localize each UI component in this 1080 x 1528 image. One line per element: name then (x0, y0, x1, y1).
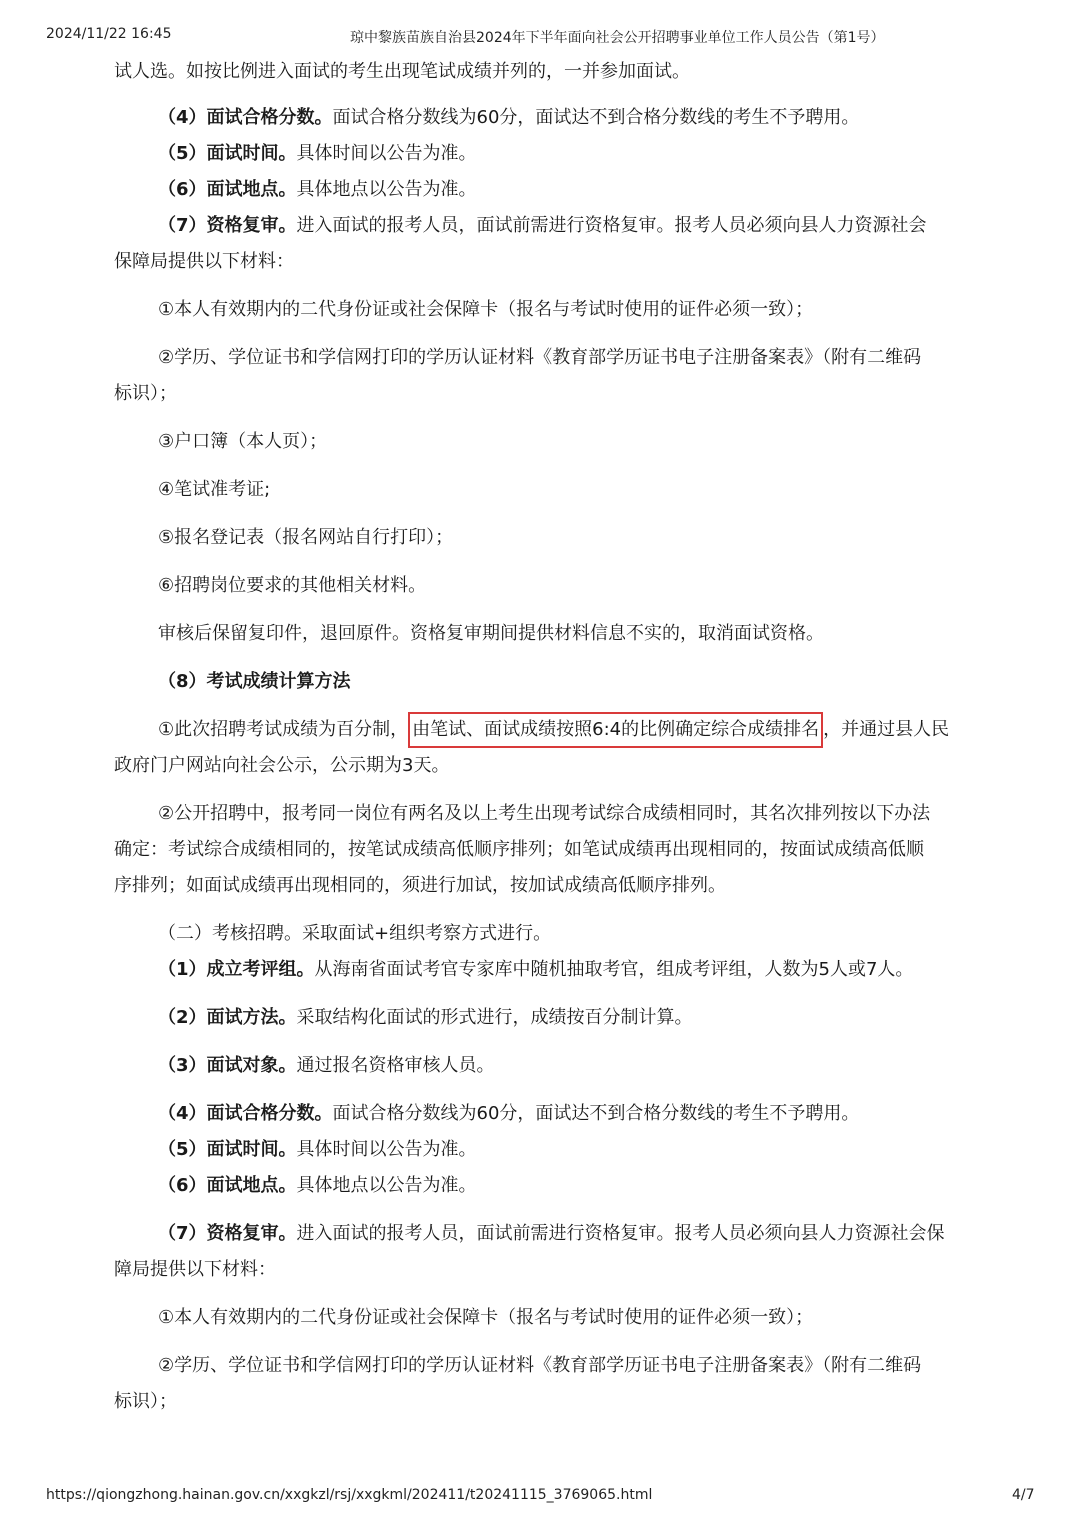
highlight-box: 由笔试、面试成绩按照6:4的比例确定综合成绩排名 (408, 712, 823, 748)
s1-item-7-cont: 保障局提供以下材料： (114, 251, 294, 272)
s2-item-2-head: （2）面试方法。 (158, 1007, 297, 1028)
s2-material-1: ①本人有效期内的二代身份证或社会保障卡（报名与考试时使用的证件必须一致）； (158, 1307, 814, 1328)
s1-item-5-text: 具体时间以公告为准。 (296, 143, 477, 164)
source-url: https://qiongzhong.hainan.gov.cn/xxgkzl/rsj/xxgkml/202411/t20241115_3769065.html (46, 1487, 653, 1503)
s2-item-6-text: 具体地点以公告为准。 (296, 1175, 477, 1196)
s2-item-4-head: （4）面试合格分数。 (158, 1103, 333, 1124)
s1-item-6 (114, 172, 954, 208)
s2-item-5-head: （5）面试时间。 (158, 1139, 297, 1160)
paragraph-continued: 试人选。如按比例进入面试的考生出现笔试成绩并列的，一并参加面试。 (114, 61, 690, 82)
s2-item-7-cont: 障局提供以下材料： (114, 1259, 276, 1280)
s1-material-2: ②学历、学位证书和学信网打印的学历认证材料《教育部学历证书电子注册备案表》（附有二维码 (158, 347, 922, 368)
s2-item-1-text: 从海南省面试考官专家库中随机抽取考官，组成考评组，人数为5人或7人。 (314, 959, 914, 980)
s2-material-2-cont: 标识）； (114, 1391, 177, 1412)
s2-item-7-head: （7）资格复审。 (158, 1223, 297, 1244)
s1-item-4-head: （4）面试合格分数。 (158, 107, 333, 128)
s2-item-2 (114, 1000, 954, 1036)
page-number: 4/7 (1012, 1487, 1035, 1503)
s1-item-5 (114, 136, 954, 172)
s2-item-4-text: 面试合格分数线为60分，面试达不到合格分数线的考生不予聘用。 (332, 1103, 860, 1124)
s1-item-5-head: （5）面试时间。 (158, 143, 297, 164)
s1-item-4-text: 面试合格分数线为60分，面试达不到合格分数线的考生不予聘用。 (332, 107, 860, 128)
s1-calc-2: ②公开招聘中，报考同一岗位有两名及以上考生出现考试综合成绩相同时，其名次排列按以下办法 (158, 803, 931, 824)
s1-item-4 (114, 100, 954, 136)
s1-calc-2-cont-1: 确定：考试综合成绩相同的，按笔试成绩高低顺序排列；如笔试成绩再出现相同的，按面试成绩高低顺 (114, 839, 924, 860)
s1-material-4: ④笔试准考证; (158, 479, 271, 500)
s2-item-4 (114, 1096, 954, 1132)
s1-item-7-head: （7）资格复审。 (158, 215, 297, 236)
s2-item-6-head: （6）面试地点。 (158, 1175, 297, 1196)
s2-item-6 (114, 1168, 954, 1204)
s1-material-5: ⑤报名登记表（报名网站自行打印）； (158, 527, 454, 548)
s2-item-2-text: 采取结构化面试的形式进行，成绩按百分制计算。 (296, 1007, 693, 1028)
s2-item-1 (114, 952, 954, 988)
s1-material-1: ①本人有效期内的二代身份证或社会保障卡（报名与考试时使用的证件必须一致）； (158, 299, 814, 320)
s1-item-7-text: 进入面试的报考人员，面试前需进行资格复审。报考人员必须向县人力资源社会 (296, 215, 927, 236)
s2-item-5-text: 具体时间以公告为准。 (296, 1139, 477, 1160)
s2-item-7-text: 进入面试的报考人员，面试前需进行资格复审。报考人员必须向县人力资源社会保 (296, 1223, 945, 1244)
s1-calc-1-cont: 政府门户网站向社会公示，公示期为3天。 (114, 755, 450, 776)
s2-title: （二）考核招聘。采取面试+组织考察方式进行。 (158, 923, 552, 944)
s2-item-1-head: （1）成立考评组。 (158, 959, 315, 980)
s1-item-7 (114, 208, 954, 244)
s2-item-5 (114, 1132, 954, 1168)
s1-material-6: ⑥招聘岗位要求的其他相关材料。 (158, 575, 427, 596)
s2-item-7 (114, 1216, 954, 1252)
s1-material-2-cont: 标识）； (114, 383, 177, 404)
s1-item-6-text: 具体地点以公告为准。 (296, 179, 477, 200)
s2-item-3 (114, 1048, 954, 1084)
s1-item-6-head: （6）面试地点。 (158, 179, 297, 200)
s1-calc-2-cont-2: 序排列；如面试成绩再出现相同的，须进行加试，按加试成绩高低顺序排列。 (114, 875, 726, 896)
s1-calc-1-pre: ①此次招聘考试成绩为百分制， (158, 719, 409, 740)
s1-calc-1-post: ，并通过县人民 (823, 719, 950, 740)
s2-item-3-head: （3）面试对象。 (158, 1055, 297, 1076)
s1-review-note: 审核后保留复印件，退回原件。资格复审期间提供材料信息不实的，取消面试资格。 (158, 623, 824, 644)
print-datetime: 2024/11/22 16:45 (46, 26, 172, 42)
s2-material-2: ②学历、学位证书和学信网打印的学历认证材料《教育部学历证书电子注册备案表》（附有二维码 (158, 1355, 922, 1376)
s1-calc-1 (114, 712, 954, 748)
s1-item-8-head: （8）考试成绩计算方法 (158, 671, 351, 692)
document-body (114, 54, 954, 1420)
s2-item-3-text: 通过报名资格审核人员。 (296, 1055, 495, 1076)
document-title: 琼中黎族苗族自治县2024年下半年面向社会公开招聘事业单位工作人员公告（第1号） (350, 30, 885, 46)
s1-material-3: ③户口簿（本人页）； (158, 431, 328, 452)
